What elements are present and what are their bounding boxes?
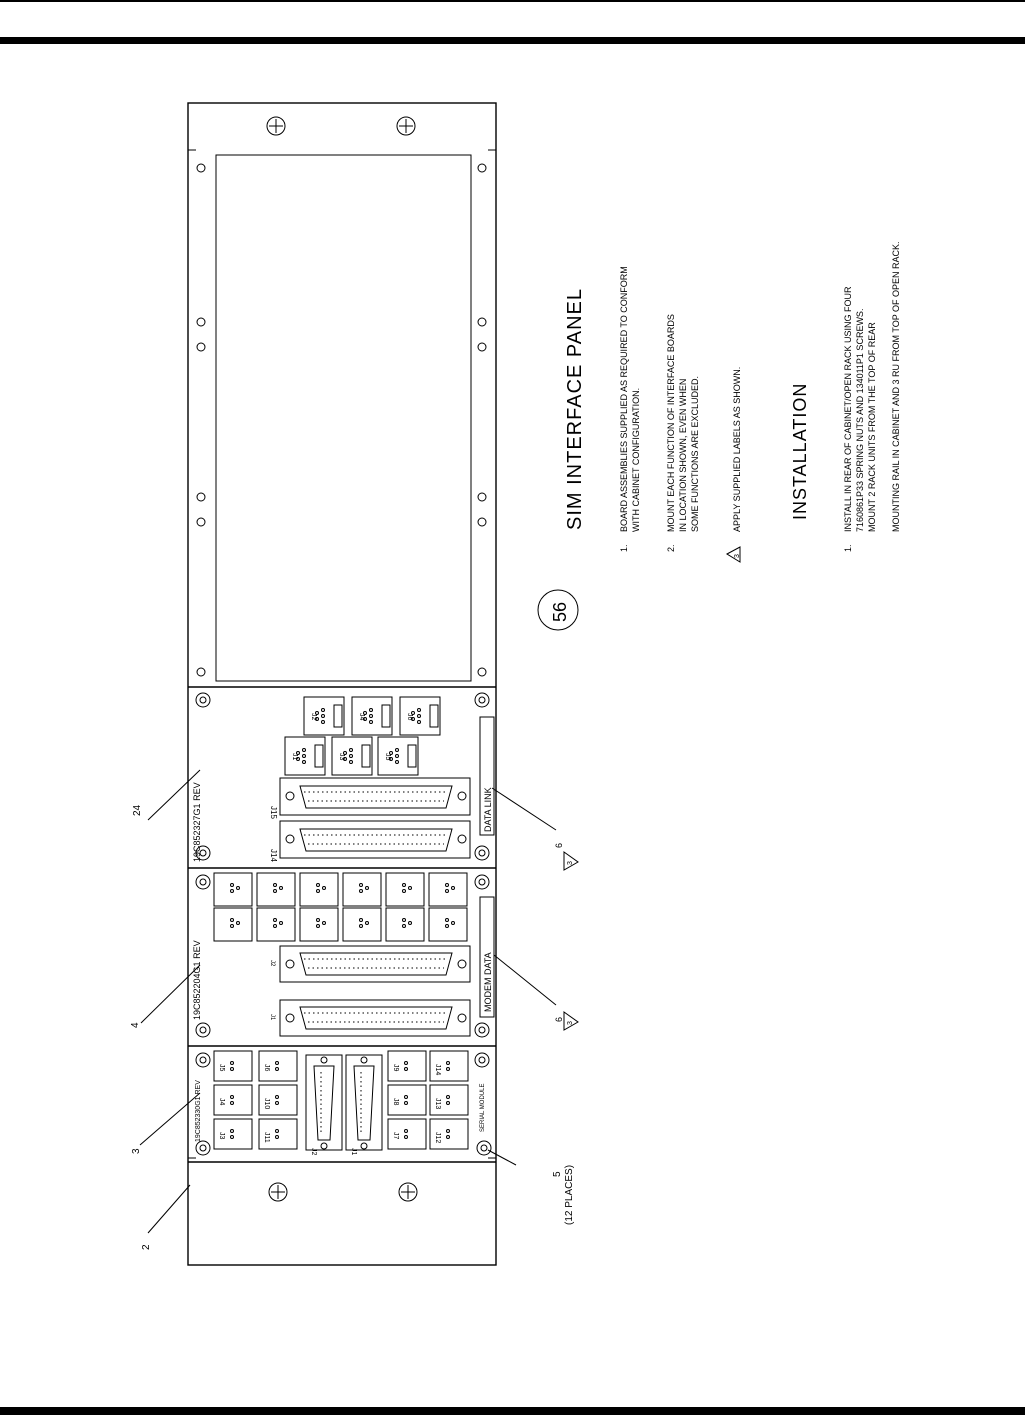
modular-jack <box>343 873 381 906</box>
modular-jack <box>386 873 424 906</box>
jack-label-j6: J6 <box>406 713 413 721</box>
install-note-1-line-1: INSTALL IN REAR OF CABINET/OPEN RACK USING FOUR <box>843 286 853 532</box>
dsub-connector-serial-j1 <box>346 1055 382 1150</box>
install-note-1-num: 1. <box>843 544 853 552</box>
jack-label-j2: J2 <box>310 713 317 721</box>
serial-module-board <box>214 1051 468 1150</box>
install-note-1-line-4: MOUNTING RAIL IN CABINET AND 3 RU FROM TOP OF OPEN RACK. <box>891 241 901 532</box>
dsub-label-modem-j2: J2 <box>269 960 275 967</box>
note-triangle-icon <box>564 852 578 870</box>
callout-6-modem: 6 <box>554 1016 564 1022</box>
note-1-line-1: BOARD ASSEMBLIES SUPPLIED AS REQUIRED TO CONFORM <box>619 266 629 532</box>
modem-data-board <box>214 873 494 1036</box>
callout-2: 2 <box>141 1244 152 1250</box>
note-1-line-2: WITH CABINET CONFIGURATION. <box>631 387 641 532</box>
jack-label-j5: J5 <box>384 753 391 761</box>
jack-label-serial-j4: J4 <box>218 1098 225 1106</box>
callout-4: 4 <box>130 1022 141 1028</box>
dsub-label-serial-j1: J1 <box>350 1148 357 1156</box>
note-3-num: 3 <box>734 554 741 558</box>
jack-label-j4: J4 <box>358 713 365 721</box>
jack-label-serial-j5: J5 <box>218 1064 225 1072</box>
note-2-line-1: MOUNT EACH FUNCTION OF INTERFACE BOARDS <box>666 314 676 532</box>
modular-jack <box>257 873 295 906</box>
jack-label-serial-j12: J12 <box>434 1132 441 1144</box>
modular-jack <box>300 873 338 906</box>
datalink-part-number: 19C852327G1 REV <box>192 782 202 862</box>
callout-5: 5 <box>552 1171 563 1177</box>
modular-jack <box>386 908 424 941</box>
jack-label-serial-j3: J3 <box>218 1132 225 1140</box>
side-holes <box>197 164 486 676</box>
modular-jack <box>257 908 295 941</box>
triangle-3-modem: 3 <box>567 1021 574 1025</box>
dsub-label-j15: J15 <box>269 806 278 819</box>
install-note-1-line-3: MOUNT 2 RACK UNITS FROM THE TOP OF REAR <box>867 322 877 532</box>
note-3-line-1: APPLY SUPPLIED LABELS AS SHOWN. <box>732 366 742 532</box>
modular-jack <box>300 908 338 941</box>
figure-number: 56 <box>550 601 570 622</box>
dsub-connector-modem-j1 <box>280 1000 470 1036</box>
data-link-label: DATA LINK <box>483 787 493 832</box>
page-title: SIM INTERFACE PANEL <box>564 287 586 530</box>
dsub-connector-serial-j2 <box>306 1055 342 1150</box>
modular-jack <box>304 697 344 735</box>
jack-label-serial-j9: J9 <box>392 1064 399 1072</box>
modular-jack <box>429 873 467 906</box>
note-2-line-3: SOME FUNCTIONS ARE EXCLUDED. <box>690 375 700 532</box>
dsub-label-modem-j1: J1 <box>269 1014 275 1021</box>
rack-screw <box>397 117 415 135</box>
blank-window <box>216 155 471 681</box>
serial-module-label: SERIAL MODULE <box>480 1083 486 1132</box>
triangle-3-datalink: 3 <box>567 861 574 865</box>
modular-jack <box>352 697 392 735</box>
modular-jack <box>429 908 467 941</box>
callout-6-datalink: 6 <box>554 842 564 848</box>
installation-heading: INSTALLATION <box>790 382 810 520</box>
jack-label-j3: J3 <box>338 753 345 761</box>
note-triangle-icon <box>564 1012 578 1030</box>
modular-jack <box>378 737 418 775</box>
callout-3: 3 <box>131 1148 142 1154</box>
rack-screw <box>399 1183 417 1201</box>
jack-label-serial-j10: J10 <box>263 1098 270 1110</box>
callout-5-places: (12 PLACES) <box>564 1164 575 1225</box>
jack-label-serial-j14: J14 <box>434 1064 441 1076</box>
dsub-label-serial-j2: J2 <box>310 1148 317 1156</box>
jack-label-serial-j6: J6 <box>263 1064 270 1072</box>
note-2-line-2: IN LOCATION SHOWN, EVEN WHEN <box>678 378 688 532</box>
serial-part-number: 19C852330G1 REV <box>195 1080 202 1142</box>
data-link-board <box>280 697 494 858</box>
rack-screw <box>269 1183 287 1201</box>
modular-jack <box>214 908 252 941</box>
modular-jack <box>400 697 440 735</box>
modem-data-label: MODEM DATA <box>483 952 493 1012</box>
dsub-connector-modem-j2 <box>280 946 470 982</box>
jack-label-serial-j13: J13 <box>434 1098 441 1110</box>
install-note-1-line-2: 7160861P33 SPRING NUTS AND 134011P1 SCREWS. <box>855 308 865 532</box>
rack-screw <box>267 117 285 135</box>
jack-label-j1: J1 <box>291 753 298 761</box>
modem-part-number: 19C852204G1 REV <box>192 940 202 1020</box>
jack-label-serial-j8: J8 <box>392 1098 399 1106</box>
callout-24: 24 <box>132 804 143 816</box>
dsub-connector-j15 <box>280 778 470 815</box>
note-1-num: 1. <box>619 544 629 552</box>
dsub-connector-j14 <box>280 821 470 858</box>
modular-jack <box>214 873 252 906</box>
jack-label-serial-j11: J11 <box>263 1132 270 1143</box>
modular-jack <box>285 737 325 775</box>
modular-jack <box>332 737 372 775</box>
dsub-label-j14: J14 <box>269 849 278 862</box>
modular-jack <box>343 908 381 941</box>
jack-label-serial-j7: J7 <box>392 1132 399 1140</box>
note-2-num: 2. <box>666 544 676 552</box>
